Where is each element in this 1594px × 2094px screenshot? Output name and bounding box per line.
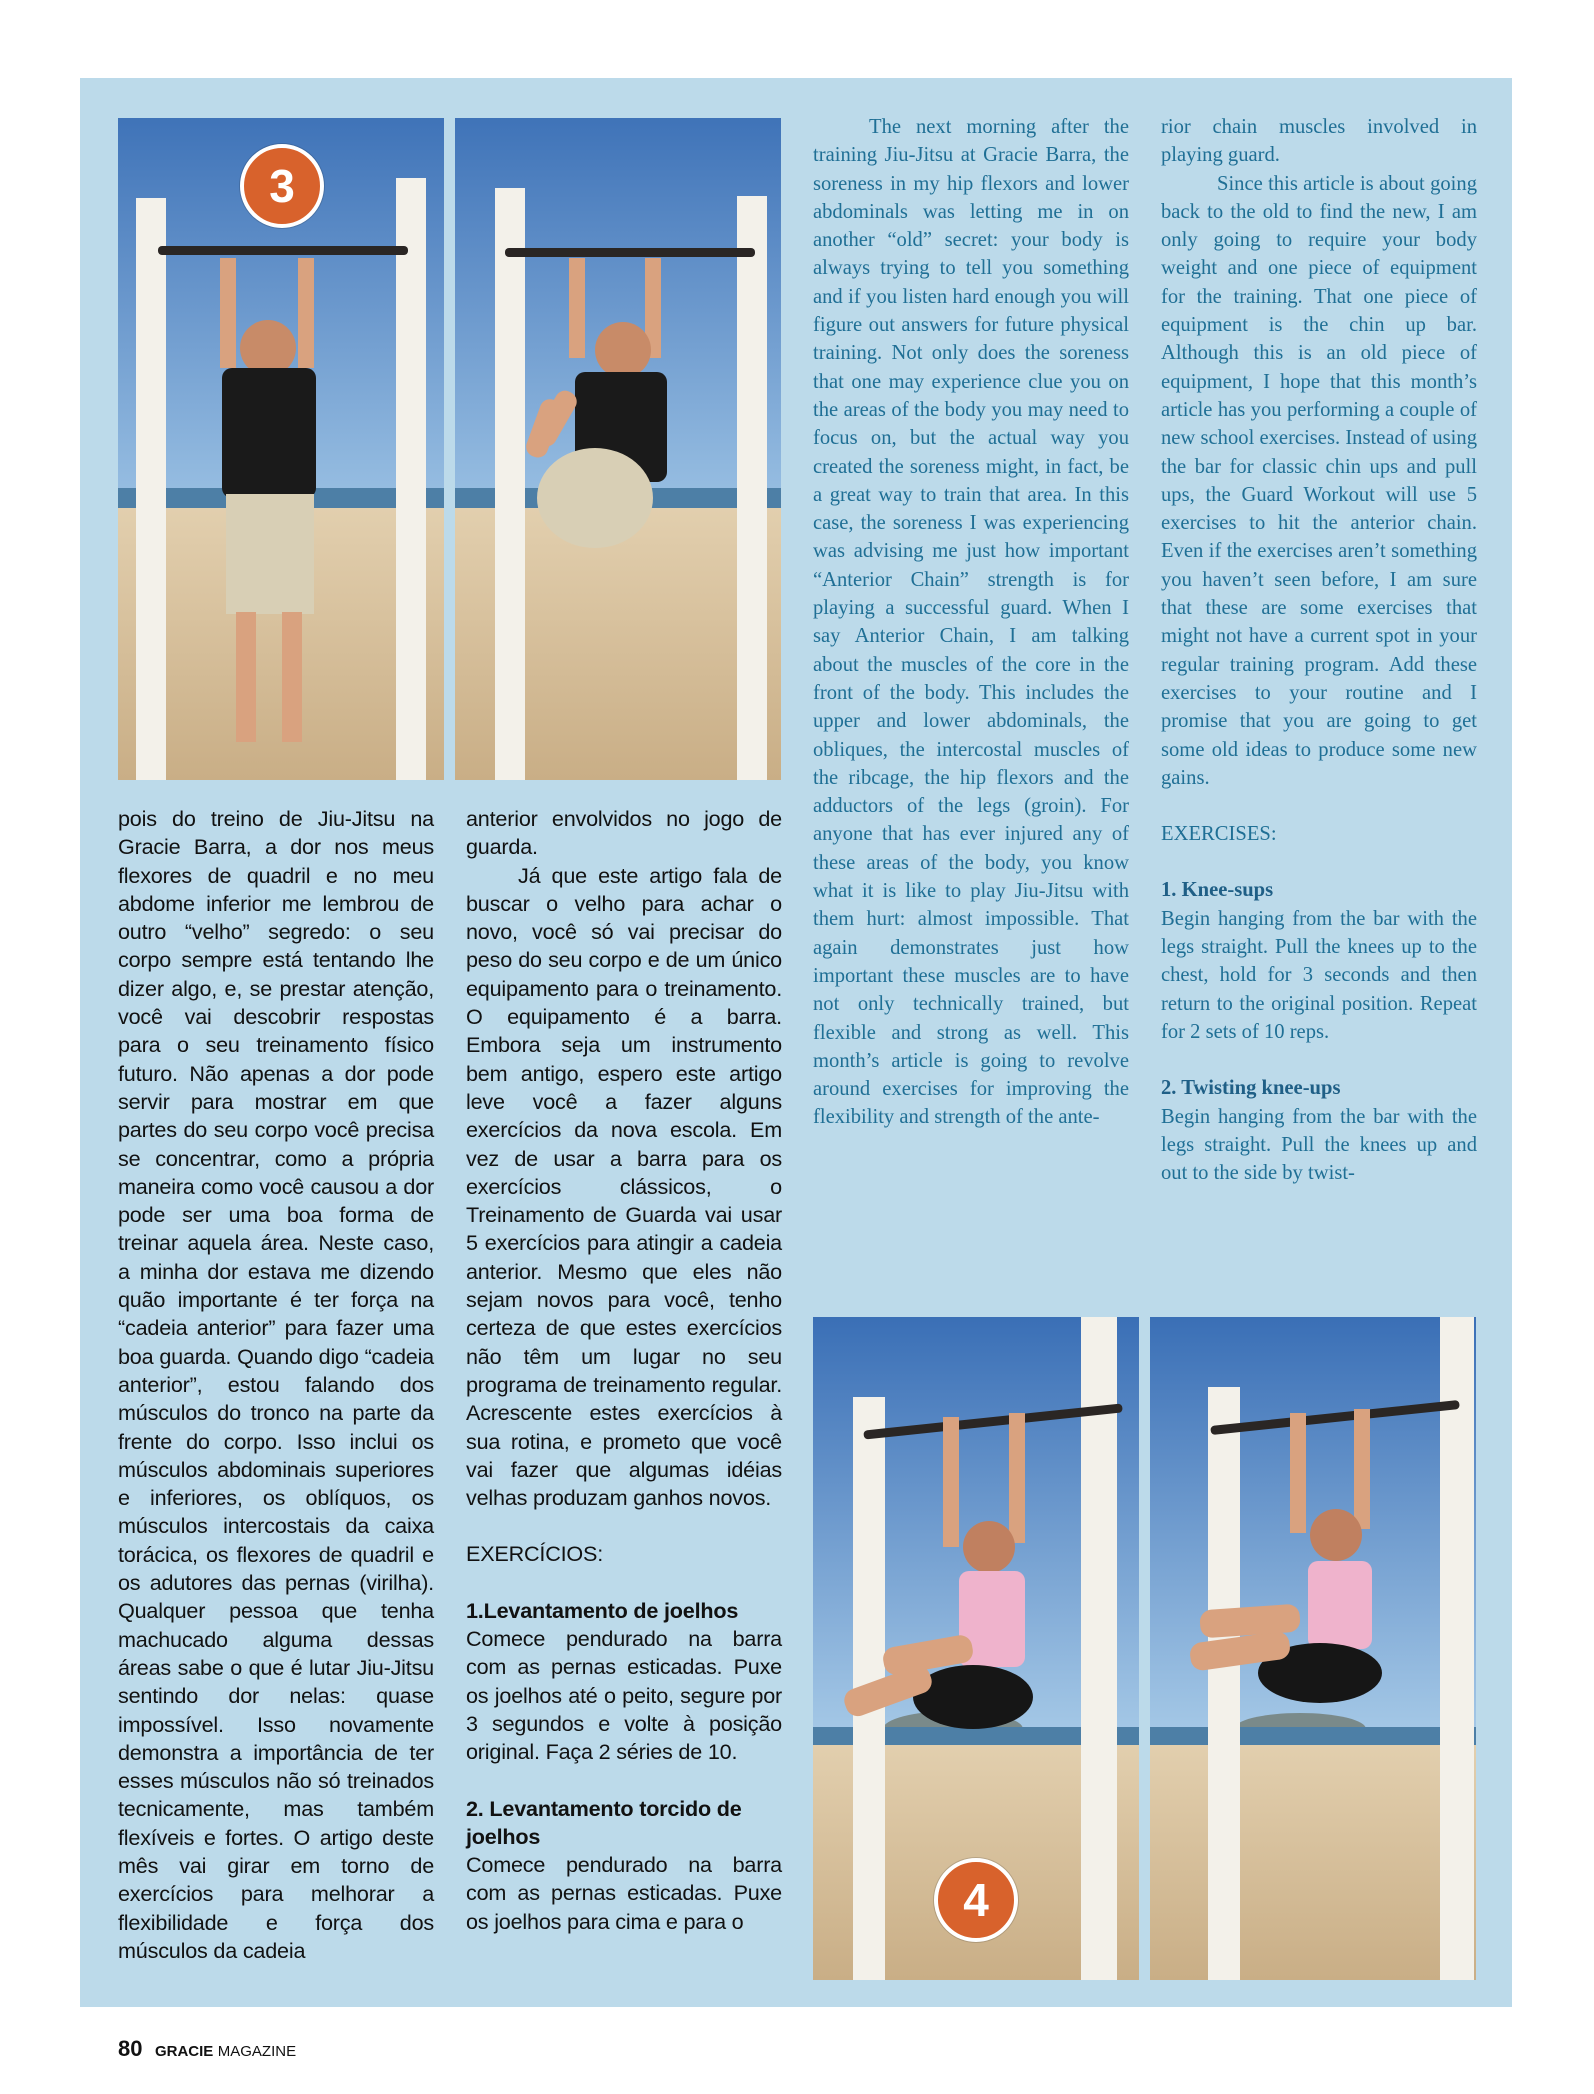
- en-ex1-text: Begin hanging from the bar with the legs straight. Pull the knees up to the chest, hold for 3 seconds and then return to the original position. Repeat for 2 sets of 10 reps.: [1161, 907, 1477, 1043]
- pt-col2-paragraph-2: Já que este artigo fala de buscar o velho para achar o novo, você só vai precisar do peso do seu corpo e de um único equipamento para o treinamento. O equipamento é a barra. Embora seja um instrumento bem antigo, espero este artigo leve você a fazer alguns exercícios da nova escola. Em vez de usar a barra para os exercícios clássicos, o Treinamento de Guarda vai usar 5 exercícios para atingir a cadeia anterior. Mesmo que eles não sejam novos para você, tenho certeza de que estes exercícios não têm um lugar no seu programa de treinamento regular. Acrescente estes exercícios à sua rotina, e prometo que você vai fazer que algumas idéias velhas produzam ganhos novos.: [466, 862, 782, 1511]
- step-badge-4: 4: [934, 1858, 1018, 1942]
- pt-ex2-text: Comece pendurado na barra com as pernas esticadas. Puxe os joelhos para cima e para o: [466, 1852, 782, 1934]
- pt-exercises-label: EXERCÍCIOS:: [466, 1541, 603, 1567]
- photo-woman-twisting-knee-up: [1150, 1317, 1476, 1980]
- english-column-3: [813, 113, 1129, 1132]
- en-col4-paragraph-1: rior chain muscles involved in playing guard.: [1161, 116, 1477, 167]
- english-column-4: [1161, 113, 1477, 1187]
- magazine-label: MAGAZINE: [217, 2043, 297, 2060]
- brand-name: GRACIE: [154, 2043, 214, 2060]
- en-col3-paragraph: The next morning after the training Jiu-Jitsu at Gracie Barra, the soreness in my hip flexors and lower abdominals was letting me in on another “old” secret: your body is always trying to tell you something and if you listen hard enough you will figure out answers for future physical training. Not only does the soreness that one may experience clue you on the areas of the body you may need to focus on, but the actual way you created the soreness might, in fact, be a great way to train that area. In this case, the soreness I was experiencing was advising me just how important “Anterior Chain” strength is for playing a successful guard. When I say Anterior Chain, I am talking about the muscles of the core in the front of the body. This includes the upper and lower abdominals, the obliques, the intercostal muscles of the ribcage, the hip flexors and the adductors of the legs (groin). For anyone that has ever injured any of these areas of the body, you know what it is like to play Jiu-Jitsu with them hurt: almost impossible. That again demonstrates just how important these muscles are to have not only technically trained, but flexible and strong as well. This month’s article is going to revolve around exercises for improving the flexibility and strength of the ante-: [813, 116, 1129, 1129]
- pt-ex1-text: Comece pendurado na barra com as pernas esticadas. Puxe os joelhos até o peito, segure por 3 segundos e volte à posição original. Faça 2 séries de 10.: [466, 1626, 782, 1765]
- en-ex2-title: 2. Twisting knee-ups: [1161, 1077, 1341, 1100]
- page-number: 80: [118, 2036, 143, 2061]
- step-badge-3: 3: [240, 144, 324, 228]
- en-ex1-title: 1. Knee-sups: [1161, 879, 1274, 902]
- en-exercises-label: EXERCISES:: [1161, 823, 1277, 846]
- en-ex2-text: Begin hanging from the bar with the legs straight. Pull the knees up and out to the side by twist-: [1161, 1105, 1477, 1185]
- pt-ex2-title: 2. Levantamento torcido de joelhos: [466, 1795, 742, 1849]
- pt-col2-paragraph-1: anterior envolvidos no jogo de guarda.: [466, 806, 782, 860]
- portuguese-column-2: [466, 805, 782, 1936]
- page-footer: [118, 2036, 296, 2062]
- portuguese-column-1: [118, 805, 434, 1965]
- en-col4-paragraph-2: Since this article is about going back to the old to find the new, I am only going to require your body weight and one piece of equipment for the training. That one piece of equipment is the chin up bar. Although this is an old piece of equipment, I hope that this month’s article has you performing a couple of new school exercises. Instead of using the bar for classic chin ups and pull ups, the Guard Workout will use 5 exercises to hit the anterior chain. Even if the exercises aren’t something you haven’t seen before, I am sure that these are some exercises that might not have a current spot in your regular training program. Add these exercises to your routine and I promise that you are going to get some old ideas to produce some new gains.: [1161, 172, 1477, 789]
- pt-ex1-title: 1.Levantamento de joelhos: [466, 1597, 739, 1623]
- photo-man-knee-raise: [455, 118, 781, 780]
- pt-col1-paragraph: pois do treino de Jiu-Jitsu na Gracie Barra, a dor nos meus flexores de quadril e no meu abdome inferior me lembrou de outro “velho” segredo: o seu corpo sempre está tentando lhe dizer algo, e, se prestar atenção, você vai descobrir respostas para o seu treinamento físico futuro. Não apenas a dor pode servir para mostrar em que partes do seu corpo você precisa se concentrar, como a própria maneira como você causou a dor pode ser uma boa forma de treinar aquela área. Neste caso, a minha dor estava me dizendo quão importante é ter força na “cadeia anterior” para fazer uma boa guarda. Quando digo “cadeia anterior”, estou falando dos músculos do tronco na parte da frente do corpo. Isso inclui os músculos abdominais superiores e inferiores, os oblíquos, os músculos intercostais da caixa torácica, os flexores de quadril e os adutores das pernas (virilha). Qualquer pessoa que tenha machucado alguma dessas áreas sabe o que é lutar Jiu-Jitsu sentindo dor nelas: quase impossível. Isso novamente demonstra a importância de ter esses músculos não só treinados tecnicamente, mas também flexíveis e fortes. O artigo deste mês vai girar em torno de exercícios para melhorar a flexibilidade e força dos músculos da cadeia: [118, 806, 434, 1963]
